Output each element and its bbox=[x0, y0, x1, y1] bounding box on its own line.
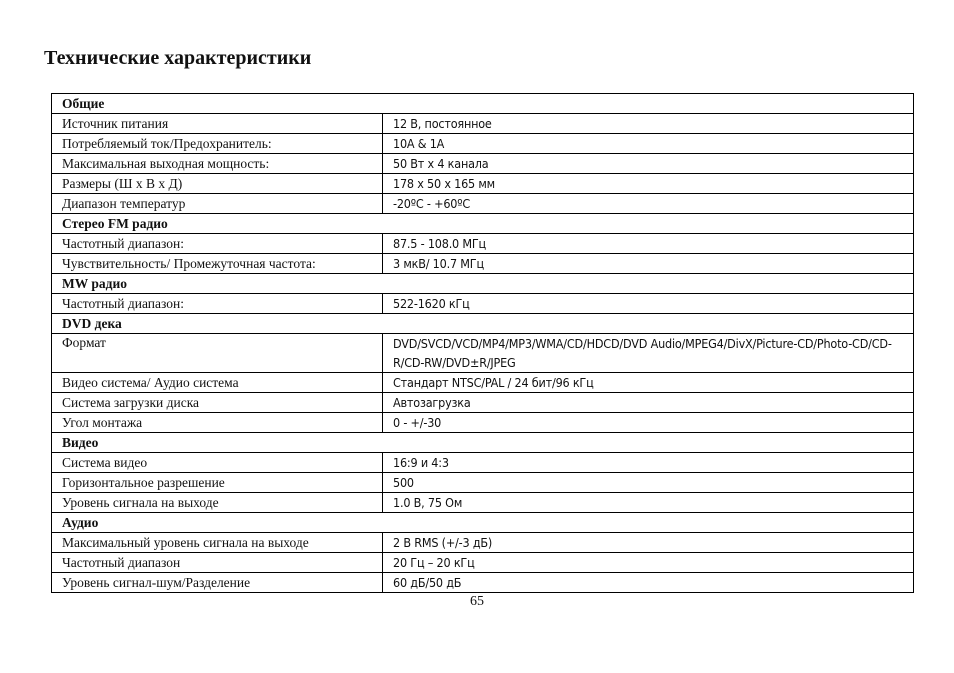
spec-value: 60 дБ/50 дБ bbox=[383, 573, 914, 593]
specifications-table bbox=[51, 93, 914, 593]
spec-label: Размеры (Ш х В х Д) bbox=[52, 174, 383, 194]
table-row bbox=[52, 473, 914, 493]
table-row bbox=[52, 174, 914, 194]
table-row bbox=[52, 493, 914, 513]
spec-value: DVD/SVCD/VCD/MP4/MP3/WMA/CD/HDCD/DVD Audio/MPEG4/DivX/Picture-CD/Photo-CD/CD-R/CD-RW/DVD±R/JPEG bbox=[383, 334, 914, 373]
spec-value: Стандарт NTSC/PAL / 24 бит/96 кГц bbox=[383, 373, 914, 393]
spec-label: Частотный диапазон: bbox=[52, 234, 383, 254]
table-row bbox=[52, 533, 914, 553]
spec-label: Система видео bbox=[52, 453, 383, 473]
spec-value: 3 мкВ/ 10.7 МГц bbox=[383, 254, 914, 274]
section-header-general bbox=[52, 94, 914, 114]
spec-value: 10A & 1A bbox=[383, 134, 914, 154]
section-header-video bbox=[52, 433, 914, 453]
section-header-mw-radio bbox=[52, 274, 914, 294]
spec-value: 522-1620 кГц bbox=[383, 294, 914, 314]
spec-label: Чувствительность/ Промежуточная частота: bbox=[52, 254, 383, 274]
spec-value: 87.5 - 108.0 МГц bbox=[383, 234, 914, 254]
table-row bbox=[52, 154, 914, 174]
spec-label: Формат bbox=[52, 334, 383, 373]
spec-value: 2 В RMS (+/-3 дБ) bbox=[383, 533, 914, 553]
spec-value: 12 В, постоянное bbox=[383, 114, 914, 134]
table-row bbox=[52, 134, 914, 154]
spec-value: 0 - +/-30 bbox=[383, 413, 914, 433]
page-title: Технические характеристики bbox=[44, 47, 312, 69]
spec-label: Угол монтажа bbox=[52, 413, 383, 433]
section-heading: Видео bbox=[52, 433, 914, 453]
section-header-dvd-deck bbox=[52, 314, 914, 334]
section-heading: Общие bbox=[52, 94, 914, 114]
spec-label: Уровень сигнала на выходе bbox=[52, 493, 383, 513]
table-row bbox=[52, 373, 914, 393]
section-heading: DVD дека bbox=[52, 314, 914, 334]
table-row bbox=[52, 114, 914, 134]
table-row bbox=[52, 393, 914, 413]
table-row bbox=[52, 294, 914, 314]
table-row bbox=[52, 573, 914, 593]
spec-label: Система загрузки диска bbox=[52, 393, 383, 413]
table-row bbox=[52, 254, 914, 274]
section-heading: Аудио bbox=[52, 513, 914, 533]
spec-label: Потребляемый ток/Предохранитель: bbox=[52, 134, 383, 154]
spec-value: 16:9 и 4:3 bbox=[383, 453, 914, 473]
section-header-audio bbox=[52, 513, 914, 533]
spec-label: Уровень сигнал-шум/Разделение bbox=[52, 573, 383, 593]
section-heading: MW радио bbox=[52, 274, 914, 294]
section-header-fm-radio bbox=[52, 214, 914, 234]
table-row bbox=[52, 334, 914, 373]
table-row bbox=[52, 234, 914, 254]
section-heading: Стерео FM радио bbox=[52, 214, 914, 234]
spec-label: Максимальная выходная мощность: bbox=[52, 154, 383, 174]
table-row bbox=[52, 453, 914, 473]
table-row bbox=[52, 413, 914, 433]
spec-value: 50 Вт х 4 канала bbox=[383, 154, 914, 174]
page-number: 65 bbox=[470, 594, 484, 609]
spec-value: 500 bbox=[383, 473, 914, 493]
spec-label: Горизонтальное разрешение bbox=[52, 473, 383, 493]
spec-value: Автозагрузка bbox=[383, 393, 914, 413]
spec-value: 178 x 50 x 165 мм bbox=[383, 174, 914, 194]
spec-label: Диапазон температур bbox=[52, 194, 383, 214]
spec-value: 20 Гц – 20 кГц bbox=[383, 553, 914, 573]
spec-value: -20ºC - +60ºC bbox=[383, 194, 914, 214]
spec-label: Видео система/ Аудио система bbox=[52, 373, 383, 393]
spec-value: 1.0 В, 75 Ом bbox=[383, 493, 914, 513]
spec-label: Частотный диапазон: bbox=[52, 294, 383, 314]
table-row bbox=[52, 553, 914, 573]
spec-label: Частотный диапазон bbox=[52, 553, 383, 573]
spec-label: Максимальный уровень сигнала на выходе bbox=[52, 533, 383, 553]
table-row bbox=[52, 194, 914, 214]
spec-label: Источник питания bbox=[52, 114, 383, 134]
